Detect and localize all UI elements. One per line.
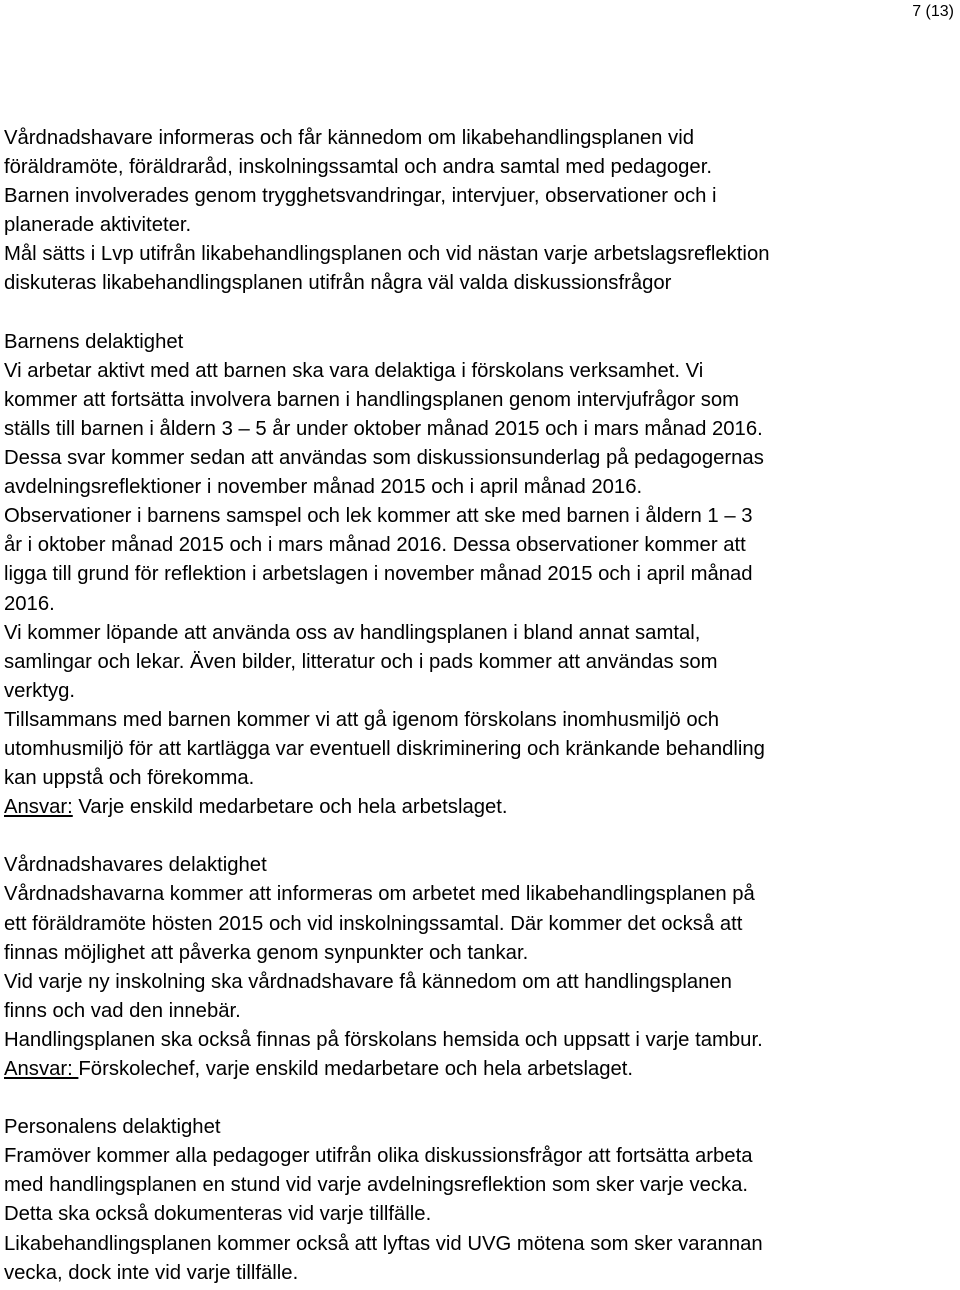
text-line: Vi kommer löpande att använda oss av handlingsplanen i bland annat samtal, <box>4 621 701 644</box>
section-vardnadshavares-delaktighet <box>4 851 960 1084</box>
section-heading: Barnens delaktighet <box>4 330 184 353</box>
text-line: vecka, dock inte vid varje tillfälle. <box>4 1261 299 1284</box>
text-line: Observationer i barnens samspel och lek kommer att ske med barnen i åldern 1 – 3 <box>4 505 753 528</box>
text-line: 2016. <box>4 592 55 615</box>
responsibility-line <box>4 1055 960 1084</box>
text-line: diskuteras likabehandlingsplanen utifrån några väl valda diskussionsfrågor <box>4 272 672 295</box>
text-line: verktyg. <box>4 679 76 702</box>
responsibility-label: Ansvar: <box>4 796 73 819</box>
spacer <box>4 1084 960 1113</box>
text-line: Mål sätts i Lvp utifrån likabehandlingsplanen och vid nästan varje arbetslagsreflektion <box>4 243 770 266</box>
text-line: Vid varje ny inskolning ska vårdnadshavare få kännedom om att handlingsplanen <box>4 970 732 993</box>
text-line: år i oktober månad 2015 och i mars månad 2016. Dessa observationer kommer att <box>4 534 746 557</box>
text-line: avdelningsreflektioner i november månad 2015 och i april månad 2016. <box>4 476 643 499</box>
section-personalens-delaktighet <box>4 1113 960 1288</box>
text-line: samlingar och lekar. Även bilder, litteratur och i pads kommer att användas som <box>4 650 718 673</box>
text-line: Vårdnadshavarna kommer att informeras om arbetet med likabehandlingsplanen på <box>4 883 755 906</box>
spacer <box>4 299 960 328</box>
section-barnens-delaktighet <box>4 328 960 823</box>
text-line: planerade aktiviteter. <box>4 214 192 237</box>
text-line: Vårdnadshavare informeras och får kännedom om likabehandlingsplanen vid <box>4 127 694 149</box>
text-line: finns och vad den innebär. <box>4 999 241 1022</box>
text-line: med handlingsplanen en stund vid varje avdelningsreflektion som sker varje vecka. <box>4 1174 749 1197</box>
text-line: Likabehandlingsplanen kommer också att lyftas vid UVG mötena som sker varannan <box>4 1232 763 1255</box>
section-heading: Personalens delaktighet <box>4 1116 221 1139</box>
text-line: Handlingsplanen ska också finnas på förskolans hemsida och uppsatt i varje tambur. <box>4 1028 763 1051</box>
page-number: 7 (13) <box>912 3 954 20</box>
section-heading: Vårdnadshavares delaktighet <box>4 854 267 877</box>
text-line: ligga till grund för reflektion i arbetslagen i november månad 2015 och i april månad <box>4 563 753 586</box>
text-line: Vi arbetar aktivt med att barnen ska vara delaktiga i förskolans verksamhet. Vi <box>4 359 704 382</box>
text-line: Dessa svar kommer sedan att användas som diskussionsunderlag på pedagogernas <box>4 447 764 470</box>
text-line: Barnen involverades genom trygghetsvandringar, intervjuer, observationer och i <box>4 185 717 208</box>
document-body <box>4 124 960 1288</box>
responsibility-line <box>4 793 960 822</box>
text-line: ett föräldramöte hösten 2015 och vid inskolningssamtal. Där kommer det också att <box>4 912 743 935</box>
text-line: Detta ska också dokumenteras vid varje tillfälle. <box>4 1203 432 1226</box>
text-line: kan uppstå och förekomma. <box>4 767 255 790</box>
responsibility-text: Varje enskild medarbetare och hela arbetslaget. <box>72 796 508 819</box>
responsibility-label: Ansvar: <box>4 1058 79 1080</box>
text-line: kommer att fortsätta involvera barnen i handlingsplanen genom intervjufrågor som <box>4 388 740 411</box>
spacer <box>4 822 960 851</box>
text-line: Tillsammans med barnen kommer vi att gå igenom förskolans inomhusmiljö och <box>4 708 720 731</box>
intro-paragraph <box>4 124 960 299</box>
responsibility-text: Förskolechef, varje enskild medarbetare och hela arbetslaget. <box>78 1058 634 1080</box>
text-line: föräldramöte, föräldraråd, inskolningssamtal och andra samtal med pedagoger. <box>4 156 712 179</box>
text-line: utomhusmiljö för att kartlägga var eventuell diskriminering och kränkande behandling <box>4 737 765 760</box>
text-line: ställs till barnen i åldern 3 – 5 år under oktober månad 2015 och i mars månad 2016. <box>4 417 763 440</box>
text-line: Framöver kommer alla pedagoger utifrån olika diskussionsfrågor att fortsätta arbeta <box>4 1145 753 1168</box>
text-line: finnas möjlighet att påverka genom synpunkter och tankar. <box>4 941 529 964</box>
